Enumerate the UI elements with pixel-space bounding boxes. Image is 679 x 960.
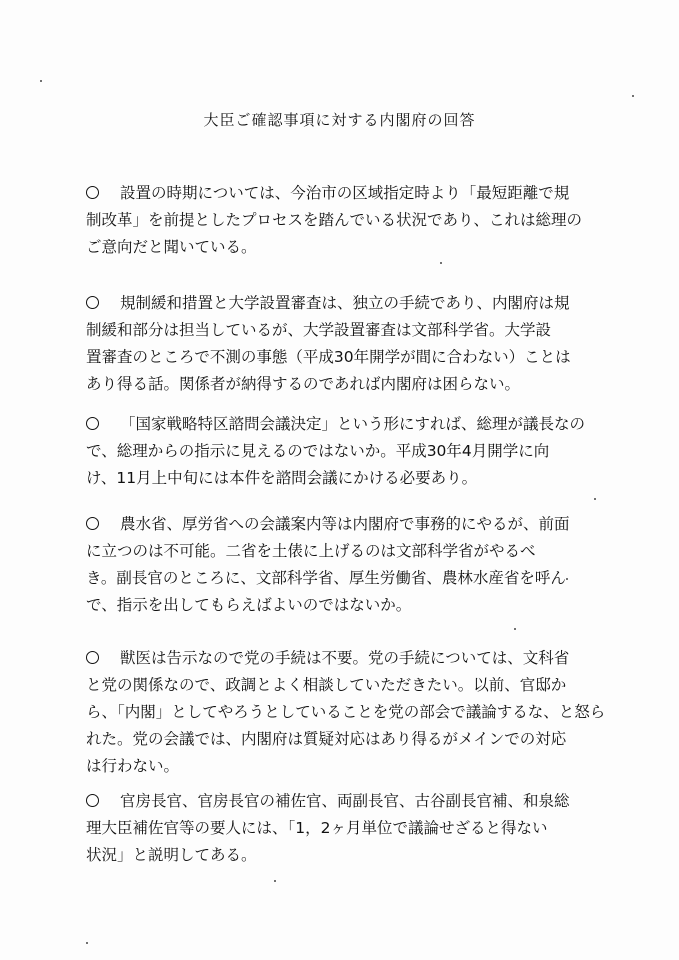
- scan-speck: [632, 95, 634, 97]
- document-title: 大臣ご確認事項に対する内閣府の回答: [203, 111, 476, 129]
- item-line: 規制緩和措置と大学設置審査は、独立の手続であり、内閣府は規: [120, 294, 570, 312]
- item-line: 制緩和部分は担当しているが、大学設置審査は文部科学省。大学設: [86, 321, 552, 339]
- item-line: 制改革」を前提としたプロセスを踏んでいる状況であり、これは総理の: [86, 211, 583, 229]
- item-line: で、総理からの指示に見えるのではないか。平成30年4月開学に向: [86, 442, 550, 460]
- circle-bullet-icon: [86, 296, 99, 309]
- circle-bullet-icon: [86, 794, 99, 807]
- item-line: 「国家戦略特区諮問会議決定」という形にすれば、総理が議長なの: [120, 415, 586, 433]
- item-line: 設置の時期については、今治市の区域指定時より「最短距離で規: [120, 184, 570, 202]
- answer-item-4: [86, 511, 606, 619]
- item-line: ら、「内閣」としてやろうとしていることを党の部会で議論するな、と怒ら: [86, 703, 606, 721]
- answer-item-5: [86, 645, 606, 780]
- item-line: は行わない。: [86, 757, 180, 775]
- item-line: 官房長官、官房長官の補佐官、両副長官、古谷副長官補、和泉総: [120, 792, 570, 810]
- circle-bullet-icon: [86, 651, 99, 664]
- item-line: ご意向だと聞いている。: [86, 238, 257, 256]
- item-line: け、11月上中旬には本件を諮問会議にかける必要あり。: [86, 469, 478, 487]
- scan-speck: [566, 578, 568, 580]
- item-line: あり得る話。関係者が納得するのであれば内閣府は困らない。: [86, 375, 521, 393]
- item-line: れた。党の会議では、内閣府は質疑対応はあり得るがメインでの対応: [86, 730, 567, 748]
- scan-speck: [514, 628, 516, 630]
- item-line: き。副長官のところに、文部科学省、厚生労働省、農林水産省を呼ん: [86, 569, 566, 587]
- item-line: 置審査のところで不測の事態（平成30年開学が間に合わない）ことは: [86, 348, 571, 366]
- circle-bullet-icon: [86, 517, 99, 530]
- item-line: 理大臣補佐官等の要人には、「1，2ヶ月単位で議論せざると得ない: [86, 819, 548, 837]
- answer-item-1: [86, 180, 606, 261]
- scan-speck: [274, 880, 276, 882]
- item-line: で、指示を出してもらえばよいのではないか。: [86, 596, 412, 614]
- scan-speck: [86, 942, 88, 944]
- answer-item-2: [86, 290, 606, 398]
- circle-bullet-icon: [86, 417, 99, 430]
- item-line: と党の関係なので、政調とよく相談していただきたい。以前、官邸か: [86, 676, 567, 694]
- scan-speck: [40, 80, 42, 82]
- item-line: 農水省、厚労省への会議案内等は内閣府で事務的にやるが、前面: [120, 515, 570, 533]
- scan-speck: [594, 498, 596, 500]
- item-line: 状況」と説明してある。: [86, 846, 257, 864]
- scan-speck: [440, 262, 442, 264]
- item-line: 獣医は告示なので党の手続は不要。党の手続については、文科省: [120, 649, 570, 667]
- item-line: に立つのは不可能。二省を土俵に上げるのは文部科学省がやるべ: [86, 542, 536, 560]
- answer-item-3: [86, 411, 606, 492]
- answer-item-6: [86, 788, 606, 869]
- circle-bullet-icon: [86, 186, 99, 199]
